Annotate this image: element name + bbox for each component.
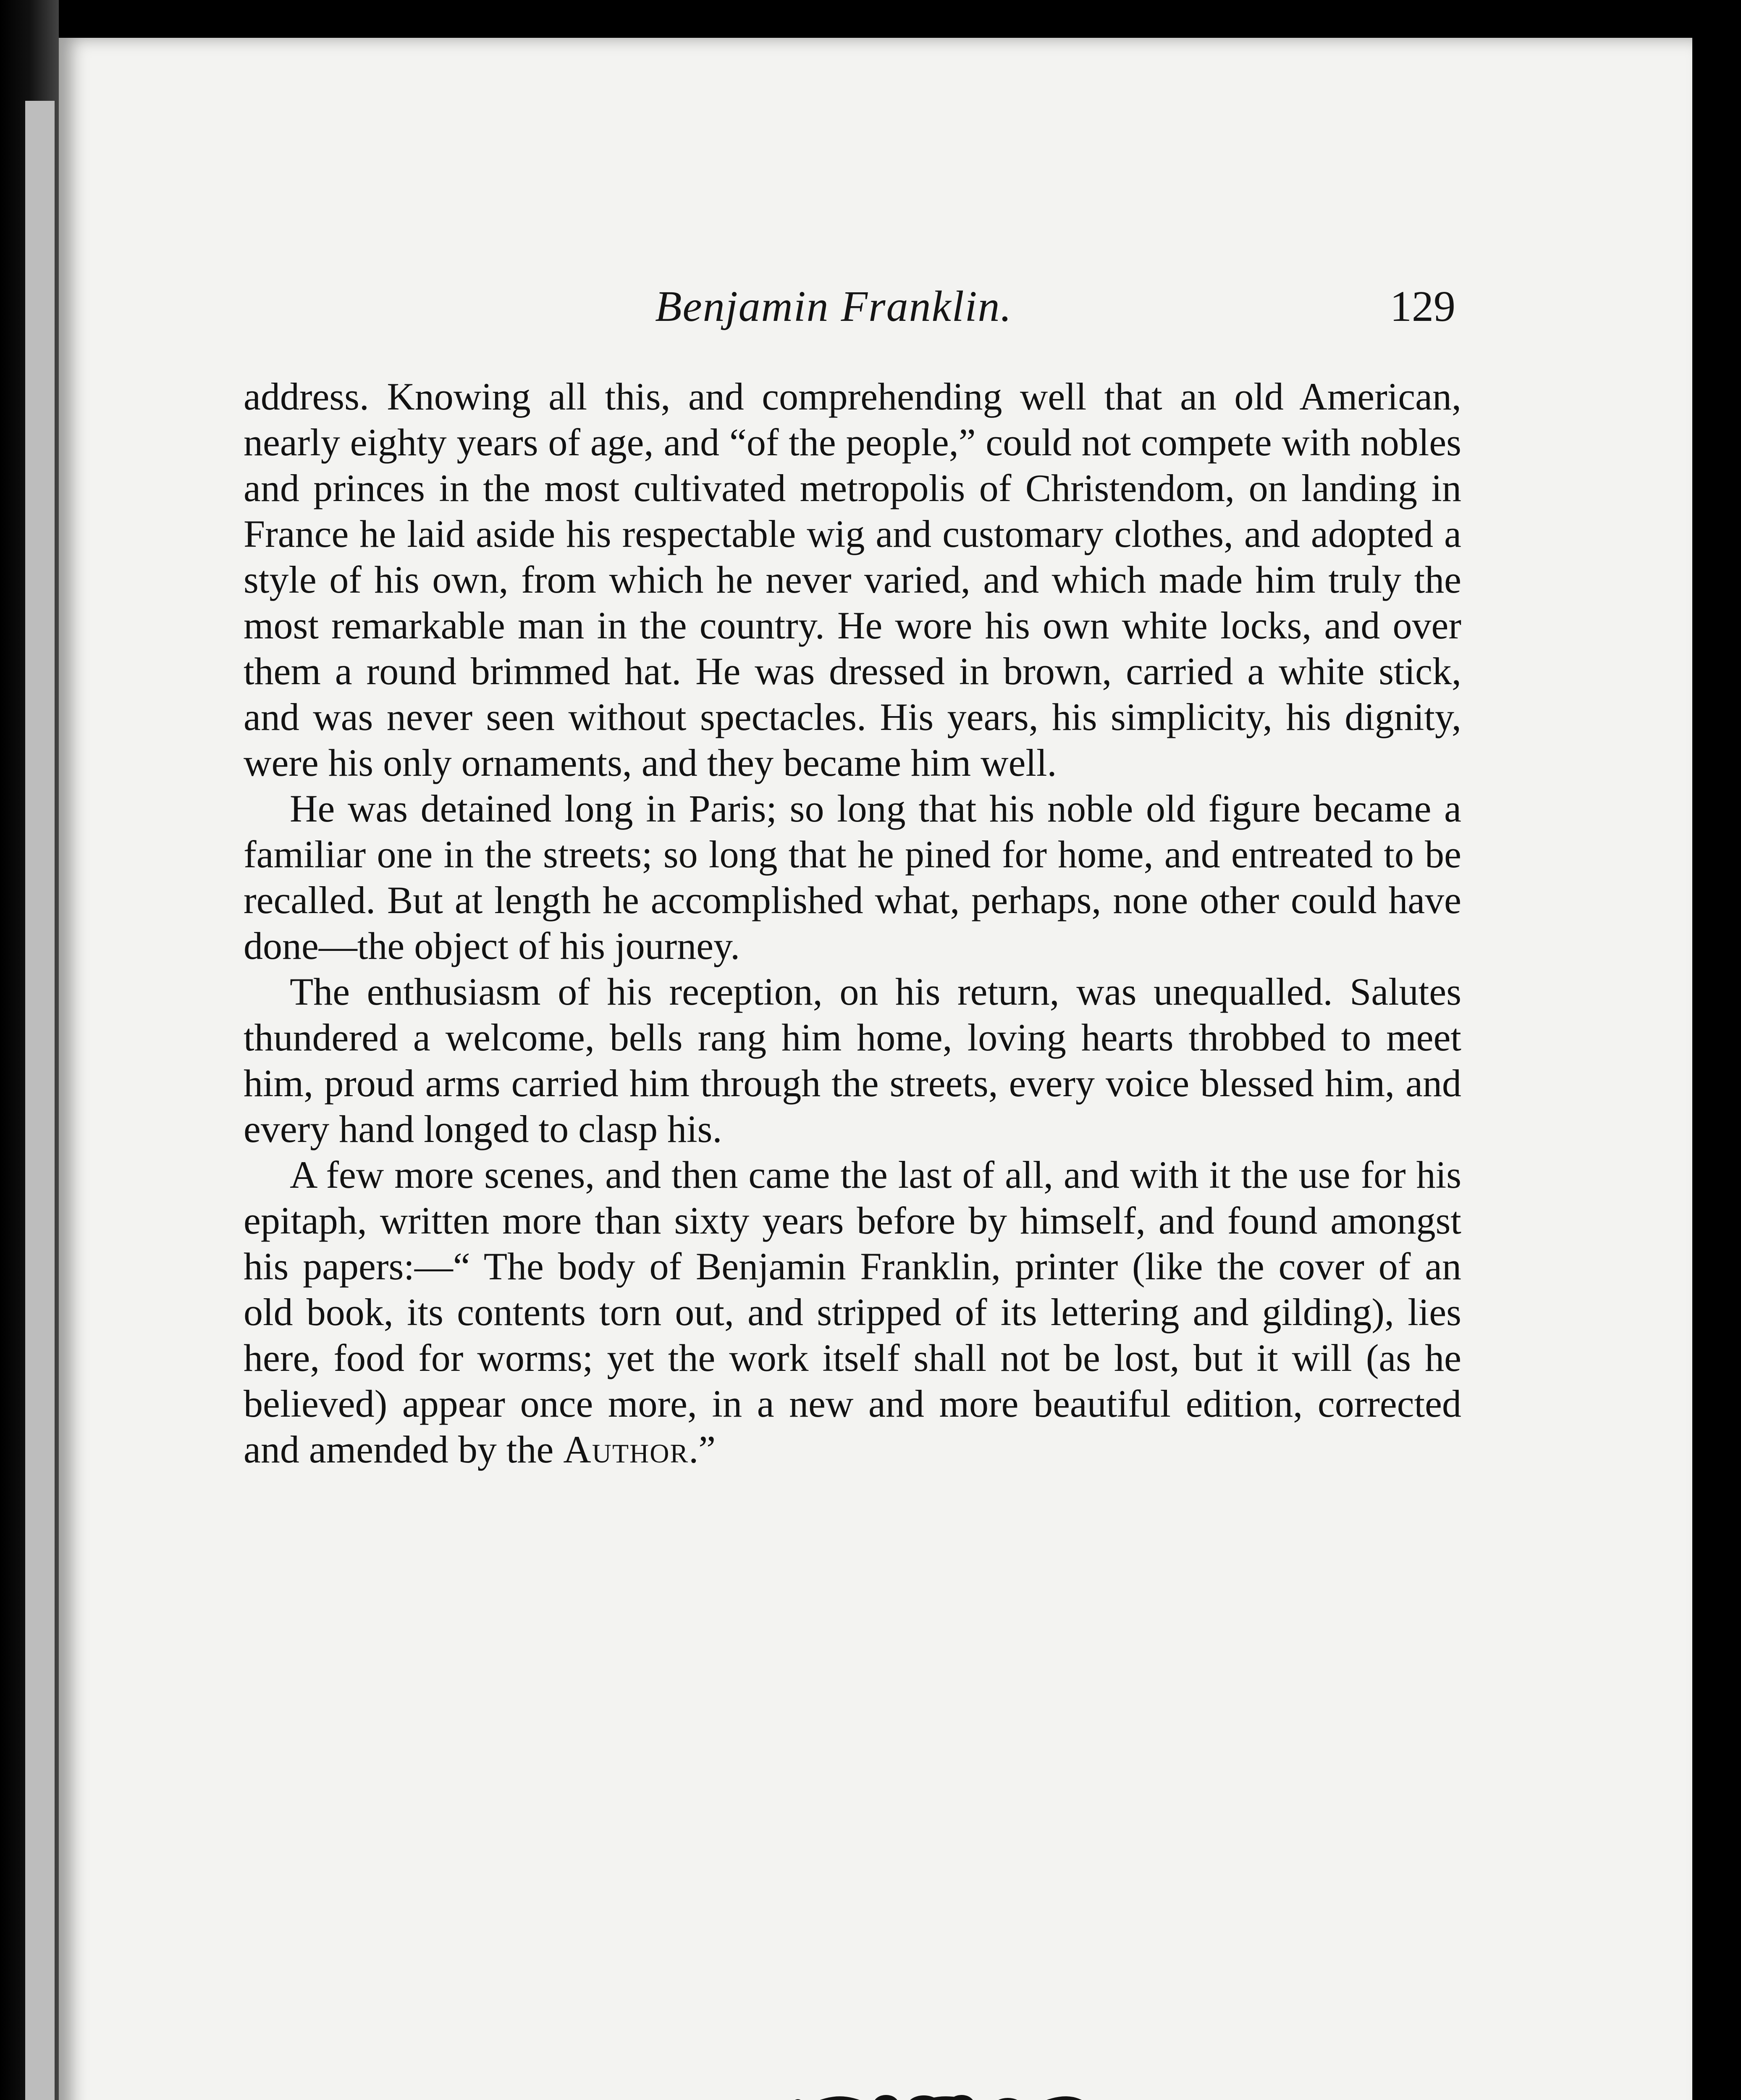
- decorative-vine-ornament-icon: [747, 2087, 1092, 2100]
- body-text: [244, 374, 1461, 1473]
- paragraph-1: address. Knowing all this, and comprehending well that an old American, nearly eighty years of age, and “of the people,” could not compete with nobles and princes in the most cultivated metropolis of Christendom, on landing in France he laid aside his respectable wig and customary clothes, and adopted a style of his own, from which he never varied, and which made him truly the most remarkable man in the country. He wore his own white locks, and over them a round brimmed hat. He was dressed in brown, carried a white stick, and was never seen without spectacles. His years, his simplicity, his dignity, were his only ornaments, and they became him well.: [244, 375, 1461, 784]
- paragraph-2: He was detained long in Paris; so long that his noble old figure became a familiar one in the streets; so long that he pined for home, and entreated to be recalled. But at length he accomplished what, perhaps, none other could have done—the object of his journey.: [244, 787, 1461, 967]
- page-header: [59, 273, 1692, 340]
- paragraph-4-end: .”: [689, 1428, 716, 1471]
- facing-page-edge: [25, 101, 55, 2100]
- paragraph-3: The enthusiasm of his reception, on his return, was unequalled. Salutes thundered a welcome, bells rang him home, loving hearts throbbed to meet him, proud arms carried him through the streets, every voice blessed him, and every hand longed to clasp his.: [244, 970, 1461, 1150]
- page-number: 129: [1390, 282, 1455, 331]
- running-title: Benjamin Franklin.: [655, 282, 1012, 331]
- author-smallcaps: Author: [563, 1428, 689, 1471]
- paragraph-4: [244, 1152, 1461, 1473]
- book-page: [59, 38, 1692, 2100]
- paragraph-4-text: A few more scenes, and then came the last of all, and with it the use for his epitaph, written more than sixty years before by himself, and found amongst his papers:—“ The body of Benjamin Franklin, printer (like the cover of an old book, its contents torn out, and stripped of its lettering and gilding), lies here, food for worms; yet the work itself shall not be lost, but it will (as he believed) appear once more, in a new and more beautiful edition, corrected and amended by the: [244, 1153, 1461, 1471]
